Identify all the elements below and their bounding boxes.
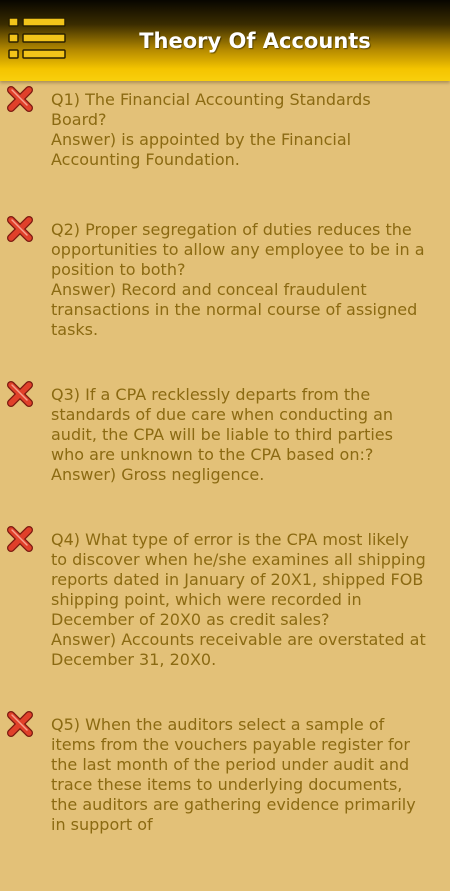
qa-text: [51, 715, 427, 835]
question-text: Q5) When the auditors select a sample of items from the vouchers payable register for the last month of the period under audit and trace these items to underlying documents, the auditors are gathering evidence primarily in support of: [51, 715, 416, 834]
answer-text: Answer) Accounts receivable are overstated at December 31, 20X0.: [51, 630, 426, 669]
qa-list[interactable]: [0, 81, 450, 834]
question-text: Q1) The Financial Accounting Standards Board?: [51, 90, 371, 129]
list-menu-icon[interactable]: [8, 15, 66, 61]
list-item: [0, 706, 450, 891]
delete-x-icon[interactable]: [6, 215, 34, 243]
delete-x-icon[interactable]: [6, 85, 34, 113]
app-title: Theory Of Accounts: [139, 29, 371, 53]
list-item: [0, 81, 450, 211]
question-text: Q4) What type of error is the CPA most likely to discover when he/she examines all shipping reports dated in January of 20X1, shipped FOB shipping point, which were recorded in December of 20X0 as credit sales?: [51, 530, 426, 629]
question-text: Q3) If a CPA recklessly departs from the standards of due care when conducting an audit, the CPA will be liable to third parties who are unknown to the CPA based on:?: [51, 385, 394, 464]
answer-text: Answer) Gross negligence.: [51, 465, 265, 484]
list-item: [0, 211, 450, 376]
qa-text: [51, 90, 427, 170]
delete-x-icon[interactable]: [6, 710, 34, 738]
list-item: [0, 521, 450, 706]
list-item: [0, 376, 450, 521]
qa-text: [51, 385, 427, 485]
question-text: Q2) Proper segregation of duties reduces the opportunities to allow any employee to be in a position to both?: [51, 220, 425, 279]
qa-text: [51, 220, 427, 340]
qa-text: [51, 530, 427, 670]
delete-x-icon[interactable]: [6, 525, 34, 553]
answer-text: Answer) Record and conceal fraudulent transactions in the normal course of assigned tasks.: [51, 280, 418, 339]
delete-x-icon[interactable]: [6, 380, 34, 408]
action-bar: [0, 0, 450, 81]
answer-text: Answer) is appointed by the Financial Accounting Foundation.: [51, 130, 352, 169]
